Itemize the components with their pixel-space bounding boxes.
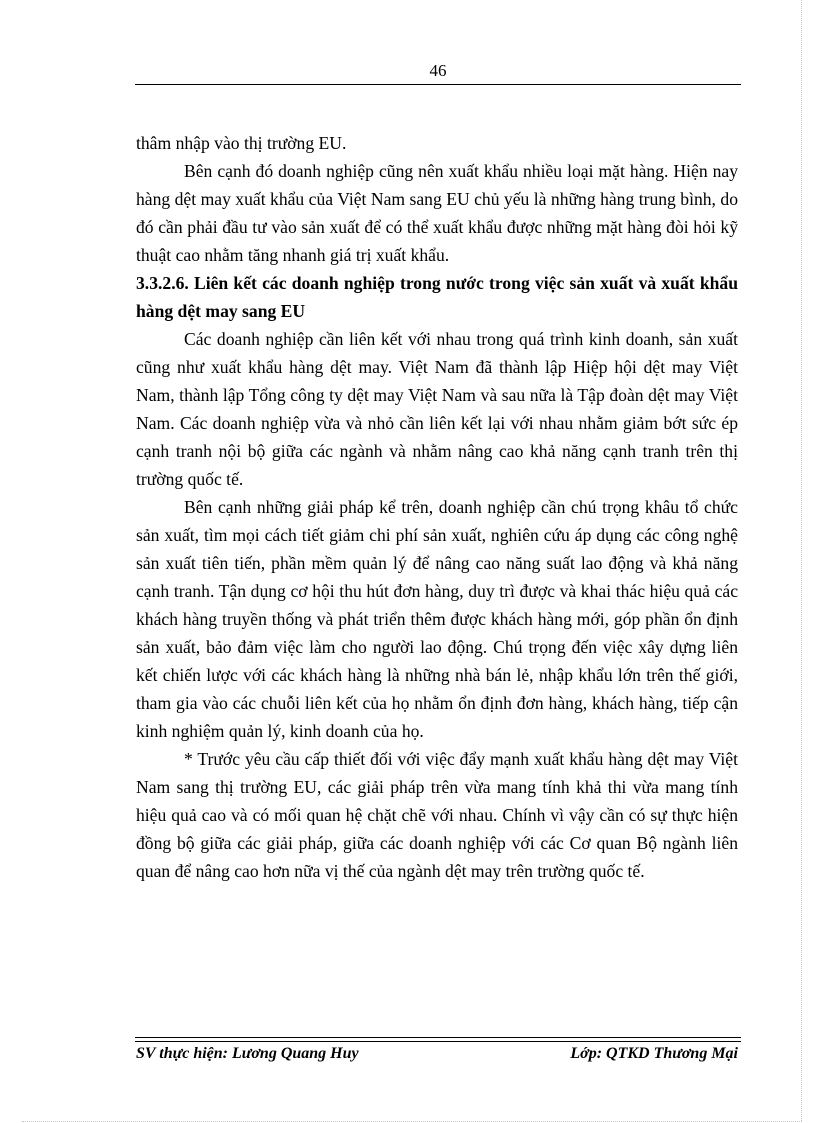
- paragraph-conclusion: * Trước yêu cầu cấp thiết đối với việc đẩy mạnh xuất khẩu hàng dệt may Việt Nam sang thị trường EU, các giải pháp trên vừa mang tính khả thi vừa mang tính hiệu quả cao và có mối quan hệ chặt chẽ với nhau. Chính vì vậy cần có sự thực hiện đồng bộ giữa các giải pháp, giữa các doanh nghiệp với các Cơ quan Bộ ngành liên quan để nâng cao hơn nữa vị thế của ngành dệt may trên trường quốc tế.: [136, 749, 738, 881]
- paragraph-production-organization: Bên cạnh những giải pháp kể trên, doanh nghiệp cần chú trọng khâu tổ chức sản xuất, tìm mọi cách tiết giảm chi phí sản xuất, nghiên cứu áp dụng các công nghệ sản xuất tiên tiến, phần mềm quản lý để nâng cao năng suất lao động và khả năng cạnh tranh. Tận dụng cơ hội thu hút đơn hàng, duy trì được và khai thác hiệu quả các khách hàng truyền thống và phát triển thêm được khách hàng mới, góp phần ổn định sản xuất, bảo đảm việc làm cho người lao động. Chú trọng đến việc xây dựng liên kết chiến lược với các khách hàng là những nhà bán lẻ, nhập khẩu lớn trên thế giới, tham gia vào các chuỗi liên kết của họ nhằm ổn định đơn hàng, khách hàng, tiếp cận kinh nghiệm quản lý, kinh doanh của họ.: [136, 497, 738, 741]
- paragraph-business-linkage: Các doanh nghiệp cần liên kết với nhau trong quá trình kinh doanh, sản xuất cũng như xuất khẩu hàng dệt may. Việt Nam đã thành lập Hiệp hội dệt may Việt Nam, thành lập Tổng công ty dệt may Việt Nam và sau nữa là Tập đoàn dệt may Việt Nam. Các doanh nghiệp vừa và nhỏ cần liên kết lại với nhau nhằm giảm bớt sức ép cạnh tranh nội bộ giữa các ngành và nhằm nâng cao khả năng cạnh tranh trên thị trường quốc tế.: [136, 329, 738, 489]
- footer-student: SV thực hiện: Lương Quang Huy: [136, 1045, 359, 1062]
- section-heading: 3.3.2.6. Liên kết các doanh nghiệp trong nước trong việc sản xuất và xuất khẩu hàng dệt may sang EU: [136, 273, 738, 321]
- page-header: [135, 60, 741, 85]
- page-footer: [136, 1043, 738, 1065]
- footer-class: Lớp: QTKD Thương Mại: [570, 1045, 738, 1062]
- document-body: [136, 129, 738, 885]
- paragraph-continuation: thâm nhập vào thị trường EU.: [136, 133, 347, 153]
- footer-divider-top: [135, 1037, 741, 1038]
- footer-divider-bottom: [135, 1041, 741, 1042]
- page-edge-right-divider: [801, 0, 802, 1121]
- paragraph-product-diversity: Bên cạnh đó doanh nghiệp cũng nên xuất khẩu nhiều loại mặt hàng. Hiện nay hàng dệt may xuất khẩu của Việt Nam sang EU chủ yếu là những hàng trung bình, do đó cần phải đầu tư vào sản xuất để có thể xuất khẩu được những mặt hàng đòi hỏi kỹ thuật cao nhằm tăng nhanh giá trị xuất khẩu.: [136, 161, 738, 265]
- page-edge-bottom-divider: [22, 1121, 802, 1122]
- page-number: 46: [429, 61, 447, 80]
